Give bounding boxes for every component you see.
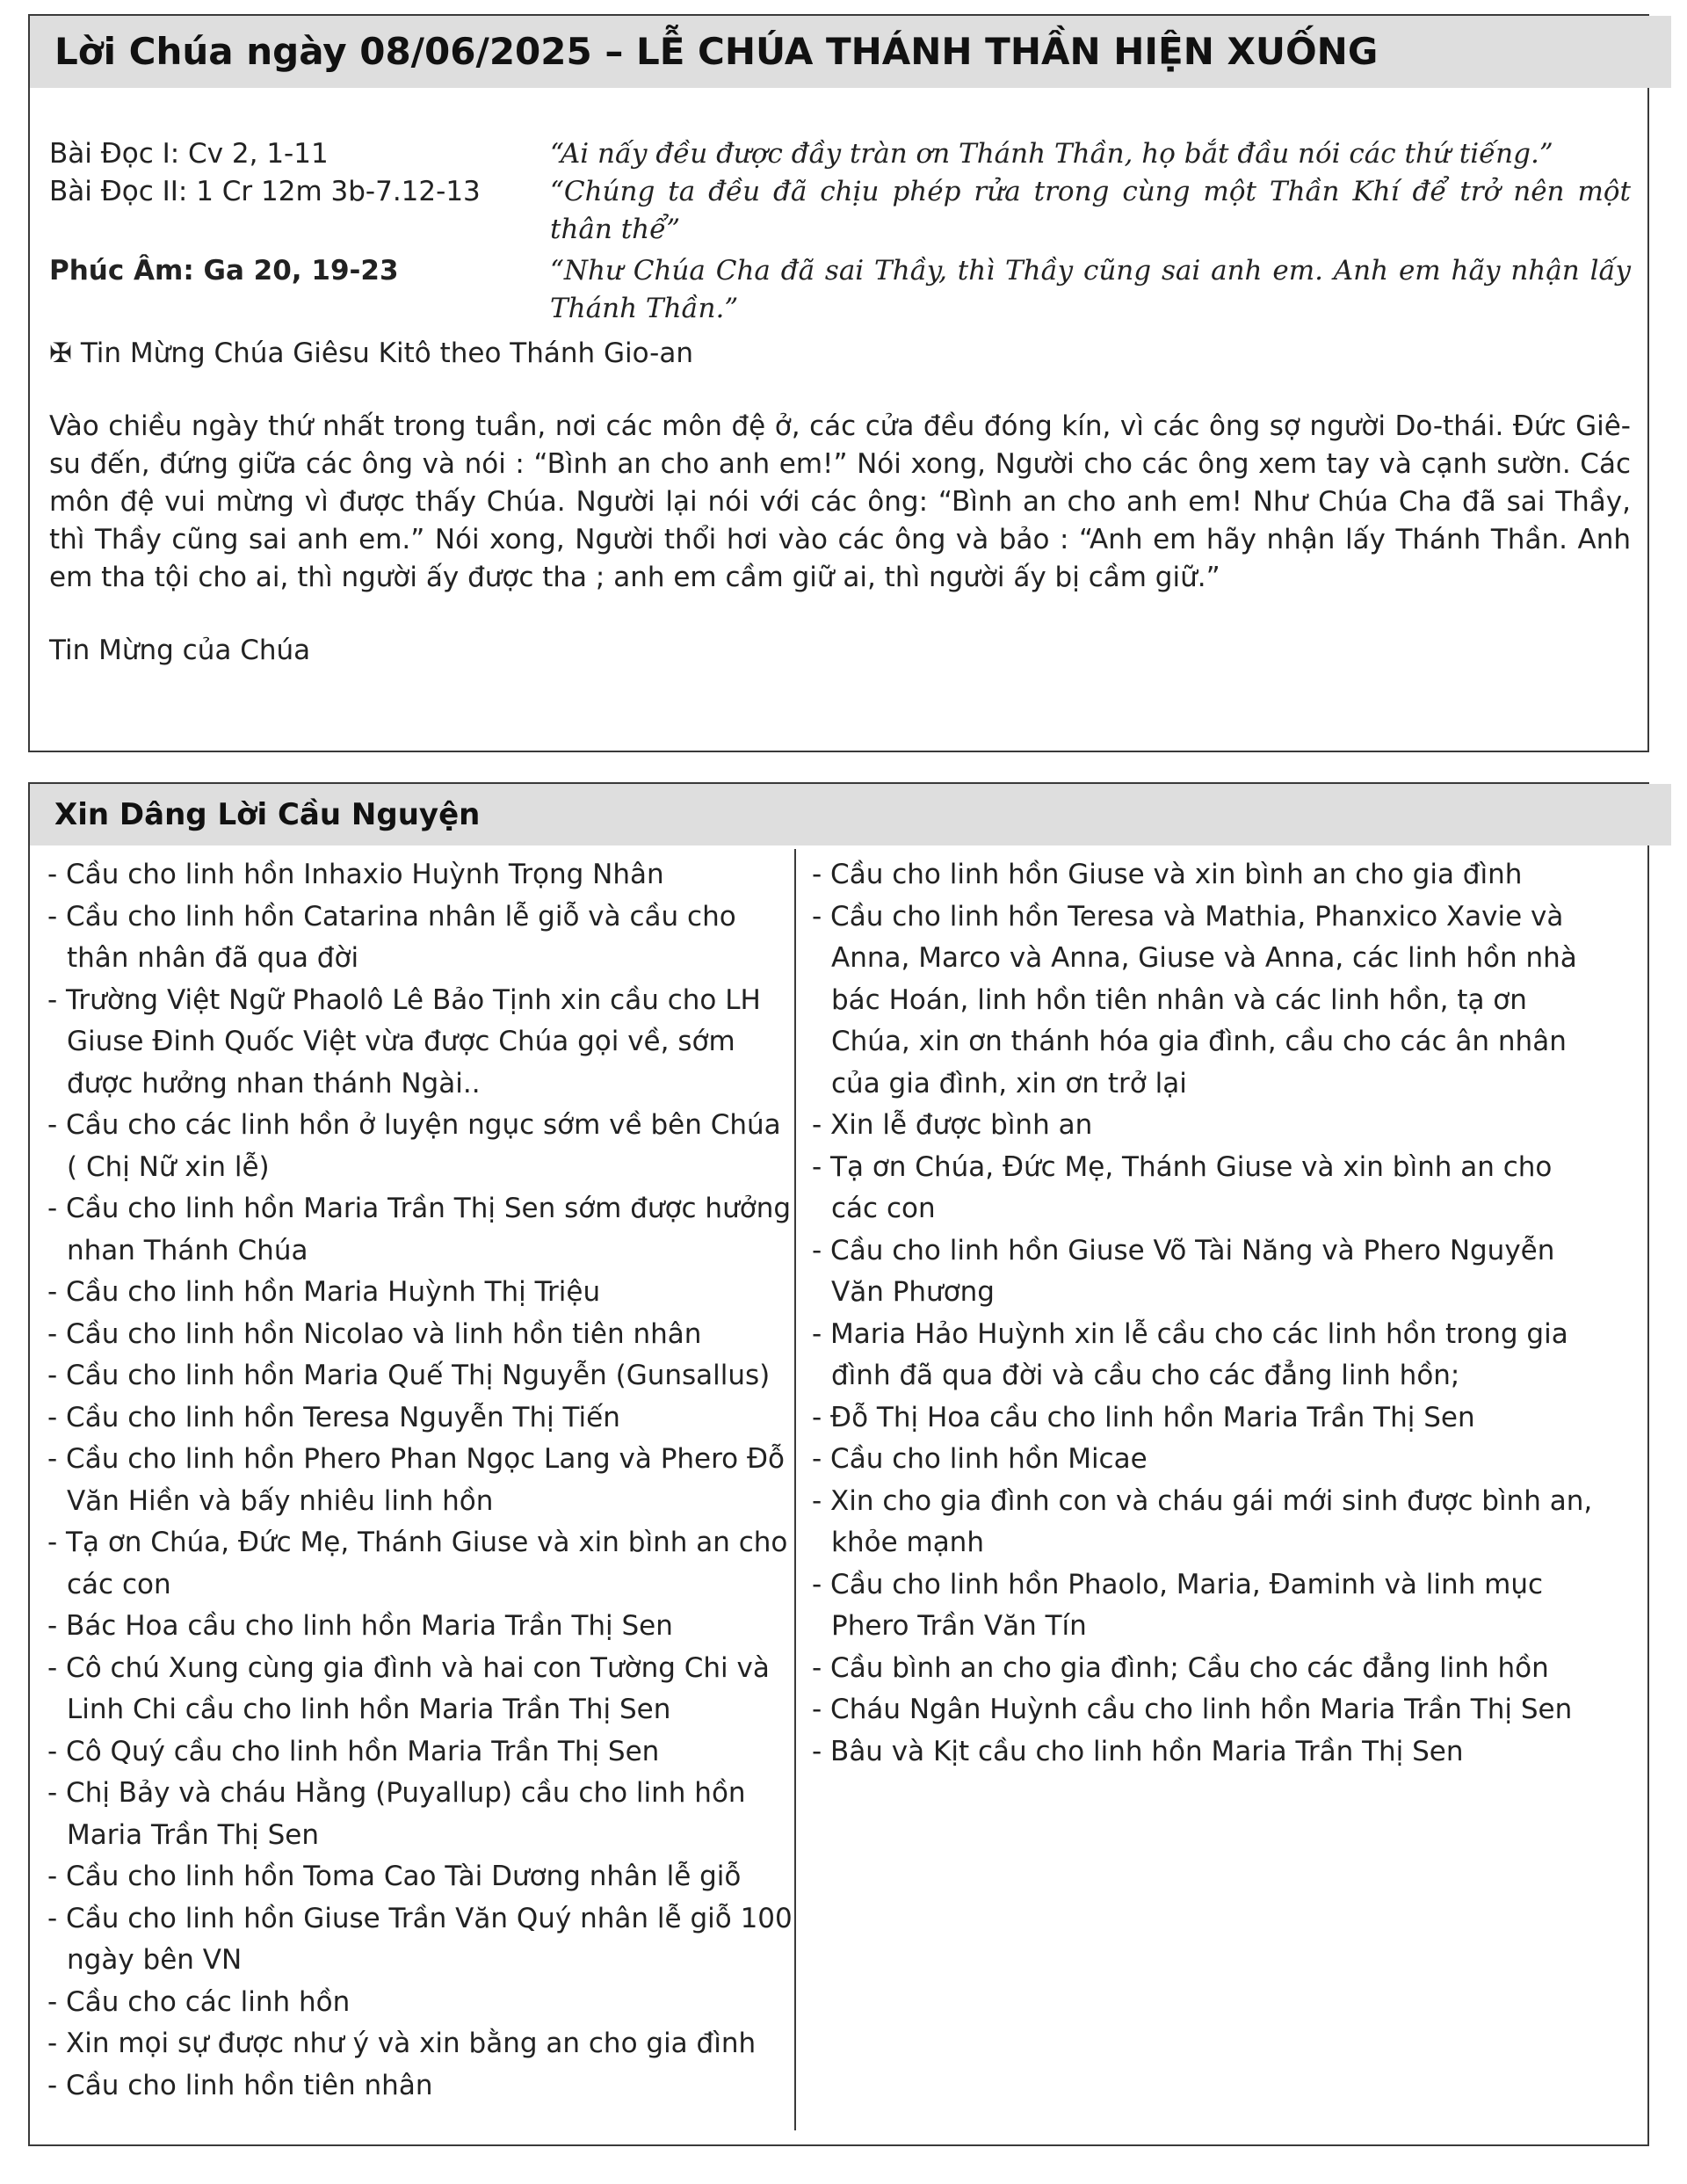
- prayer-item: - Trường Việt Ngữ Phaolô Lê Bảo Tịnh xin cầu cho LH Giuse Đinh Quốc Việt vừa được Chúa gọi về, sớm được hưởng nhan thánh Ngài..: [47, 980, 794, 1106]
- gospel-intro: ✠ Tin Mừng Chúa Giêsu Kitô theo Thánh Gio-an: [49, 337, 693, 369]
- prayer-item: - Cầu cho linh hồn Nicolao và linh hồn tiên nhân: [47, 1314, 794, 1356]
- prayer-columns: [30, 849, 1647, 2141]
- prayer-item: - Cầu cho linh hồn Phero Phan Ngọc Lang và Phero Đỗ Văn Hiền và bấy nhiêu linh hồn: [47, 1439, 794, 1522]
- readings-box: [28, 14, 1649, 752]
- readings-list: [49, 135, 1631, 670]
- prayer-item: - Cô Quý cầu cho linh hồn Maria Trần Thị Sen: [47, 1731, 794, 1774]
- reading-row-2: [49, 173, 1631, 249]
- reading-1-ref: Bài Đọc I: Cv 2, 1-11: [49, 138, 329, 170]
- prayer-item: - Đỗ Thị Hoa cầu cho linh hồn Maria Trần Thị Sen: [812, 1397, 1603, 1440]
- prayer-item: - Cầu bình an cho gia đình; Cầu cho các đẳng linh hồn: [812, 1648, 1603, 1690]
- prayer-item: - Cô chú Xung cùng gia đình và hai con Tường Chi và Linh Chi cầu cho linh hồn Maria Trần Thị Sen: [47, 1648, 794, 1731]
- reading-2-ref: Bài Đọc II: 1 Cr 12m 3b-7.12-13: [49, 176, 481, 207]
- prayers-box: [28, 782, 1649, 2146]
- prayer-item: - Cầu cho linh hồn Teresa Nguyễn Thị Tiến: [47, 1397, 794, 1440]
- prayer-item: - Xin mọi sự được như ý và xin bằng an cho gia đình: [47, 2023, 794, 2065]
- gospel-ref: Phúc Âm: Ga 20, 19-23: [49, 255, 399, 287]
- gospel-text: Vào chiều ngày thứ nhất trong tuần, nơi các môn đệ ở, các cửa đều đóng kín, vì các ông sợ người Do-thái. Đức Giê-su đến, đứng giữa các ông và nói : “Bình an cho anh em!” Nói xong, Người cho các ông xem tay và cạnh sườn. Các môn đệ vui mừng vì được thấy Chúa. Người lại nói với các ông: “Bình an cho anh em! Như Chúa Cha đã sai Thầy, thì Thầy cũng sai anh em.” Nói xong, Người thổi hơi vào các ông và bảo : “Anh em hãy nhận lấy Thánh Thần. Anh em tha tội cho ai, thì người ấy được tha ; anh em cầm giữ ai, thì người ấy bị cầm giữ.”: [49, 410, 1631, 593]
- prayer-item: - Cầu cho linh hồn Catarina nhân lễ giỗ và cầu cho thân nhân đã qua đời: [47, 896, 794, 980]
- reading-2-quote: “Chúng ta đều đã chịu phép rửa trong cùng một Thần Khí để trở nên một thân thể”: [550, 176, 1631, 245]
- prayer-item: - Cháu Ngân Huỳnh cầu cho linh hồn Maria Trần Thị Sen: [812, 1689, 1603, 1731]
- prayer-item: - Cầu cho linh hồn Inhaxio Huỳnh Trọng Nhân: [47, 854, 794, 896]
- prayer-item: - Tạ ơn Chúa, Đức Mẹ, Thánh Giuse và xin bình an cho các con: [47, 1522, 794, 1606]
- readings-title: Lời Chúa ngày 08/06/2025 – LỄ CHÚA THÁNH THẦN HIỆN XUỐNG: [30, 16, 1671, 88]
- prayer-item: - Cầu cho linh hồn Teresa và Mathia, Phanxico Xavie và Anna, Marco và Anna, Giuse và Anna, các linh hồn nhà bác Hoán, linh hồn tiên nhân và các linh hồn, tạ ơn Chúa, xin ơn thánh hóa gia đình, cầu cho các ân nhân của gia đình, xin ơn trở lại: [812, 896, 1603, 1106]
- prayer-item: - Maria Hảo Huỳnh xin lễ cầu cho các linh hồn trong gia đình đã qua đời và cầu cho các đẳng linh hồn;: [812, 1314, 1603, 1397]
- prayer-item: - Tạ ơn Chúa, Đức Mẹ, Thánh Giuse và xin bình an cho các con: [812, 1147, 1603, 1230]
- prayer-item: - Cầu cho linh hồn tiên nhân: [47, 2065, 794, 2108]
- prayer-item: - Cầu cho linh hồn Giuse và xin bình an cho gia đình: [812, 854, 1603, 896]
- prayer-item: - Cầu cho linh hồn Maria Trần Thị Sen sớm được hưởng nhan Thánh Chúa: [47, 1188, 794, 1272]
- prayer-item: - Cầu cho linh hồn Toma Cao Tài Dương nhân lễ giỗ: [47, 1856, 794, 1898]
- reading-row-1: [49, 135, 1631, 173]
- prayer-item: - Cầu cho linh hồn Giuse Võ Tài Năng và Phero Nguyễn Văn Phương: [812, 1230, 1603, 1314]
- prayers-title: Xin Dâng Lời Cầu Nguyện: [30, 784, 1671, 845]
- prayer-item: - Cầu cho linh hồn Giuse Trần Văn Quý nhân lễ giỗ 100 ngày bên VN: [47, 1898, 794, 1982]
- prayer-item: - Cầu cho linh hồn Maria Quế Thị Nguyễn (Gunsallus): [47, 1355, 794, 1397]
- prayers-right-column: [796, 849, 1603, 2141]
- prayer-item: - Cầu cho các linh hồn ở luyện ngục sớm về bên Chúa ( Chị Nữ xin lễ): [47, 1105, 794, 1188]
- prayer-item: - Bác Hoa cầu cho linh hồn Maria Trần Thị Sen: [47, 1606, 794, 1648]
- gospel-quote: “Như Chúa Cha đã sai Thầy, thì Thầy cũng sai anh em. Anh em hãy nhận lấy Thánh Thần.”: [550, 255, 1631, 324]
- prayer-item: - Chị Bảy và cháu Hằng (Puyallup) cầu cho linh hồn Maria Trần Thị Sen: [47, 1773, 794, 1856]
- prayer-item: - Bâu và Kịt cầu cho linh hồn Maria Trần Thị Sen: [812, 1731, 1603, 1774]
- prayer-item: - Xin cho gia đình con và cháu gái mới sinh được bình an, khỏe mạnh: [812, 1481, 1603, 1564]
- prayers-left-column: [30, 849, 796, 2130]
- prayer-item: - Cầu cho các linh hồn: [47, 1982, 794, 2024]
- prayer-item: - Cầu cho linh hồn Micae: [812, 1439, 1603, 1481]
- gospel-closing: Tin Mừng của Chúa: [49, 635, 311, 666]
- reading-1-quote: “Ai nấy đều được đầy tràn ơn Thánh Thần, họ bắt đầu nói các thứ tiếng.”: [550, 138, 1553, 170]
- prayer-item: - Xin lễ được bình an: [812, 1105, 1603, 1147]
- prayer-item: - Cầu cho linh hồn Maria Huỳnh Thị Triệu: [47, 1272, 794, 1314]
- prayer-item: - Cầu cho linh hồn Phaolo, Maria, Đaminh và linh mục Phero Trần Văn Tín: [812, 1564, 1603, 1648]
- gospel-row: [49, 252, 1631, 328]
